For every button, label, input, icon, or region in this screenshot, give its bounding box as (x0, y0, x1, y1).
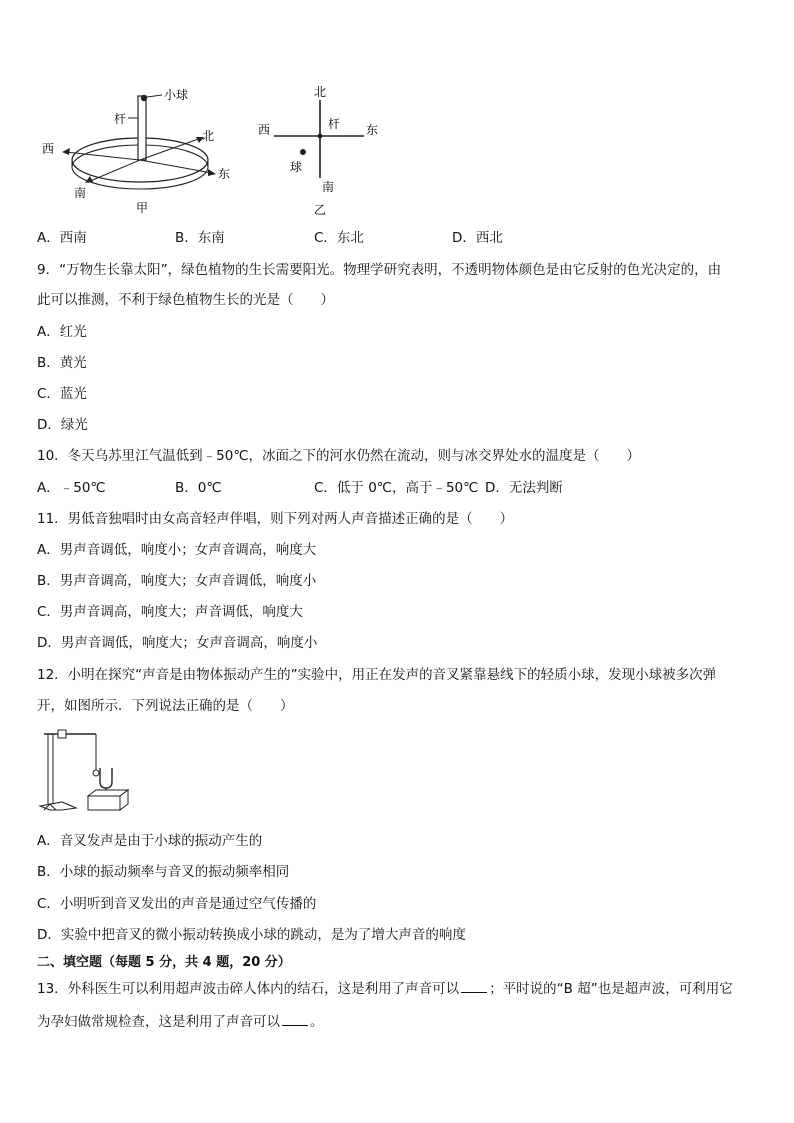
q8-option-b[interactable]: B．东南 (175, 230, 225, 246)
q10-option-c[interactable]: C．低于 0℃，高于﹣50℃ (314, 480, 479, 496)
q12-option-c[interactable]: C．小明听到音叉发出的声音是通过空气传播的 (37, 896, 317, 912)
label-west: 西 (42, 142, 55, 156)
q11-option-b[interactable]: B．男声音调高，响度大；女声音调低，响度小 (37, 573, 317, 589)
label-east: 东 (218, 167, 231, 181)
figure-tuning-fork (36, 724, 136, 820)
q13-text-1: 13．外科医生可以利用超声波击碎人体内的结石，这是利用了声音可以 (37, 981, 460, 997)
q12-option-b[interactable]: B．小球的振动频率与音叉的振动频率相同 (37, 864, 290, 880)
q10-stem: 10．冬天乌苏里江气温低到﹣50℃，冰面之下的河水仍然在流动，则与冰交界处水的温度是（ ） (37, 448, 641, 464)
q9-option-a[interactable]: A．红光 (37, 324, 87, 340)
label-west: 西 (258, 123, 271, 137)
q12-option-d[interactable]: D．实验中把音叉的微小振动转换成小球的跳动，是为了增大声音的响度 (37, 927, 466, 943)
caption-yi: 乙 (314, 203, 327, 217)
q10-option-a[interactable]: A．﹣50℃ (37, 480, 106, 496)
label-north: 北 (202, 129, 215, 143)
label-rod: 杆 (328, 117, 341, 131)
q11-option-d[interactable]: D．男声音调低，响度大；女声音调高，响度小 (37, 635, 318, 651)
figure-jia (36, 80, 246, 220)
label-south: 南 (74, 186, 87, 200)
q8-option-d[interactable]: D．西北 (452, 230, 503, 246)
q9-option-c[interactable]: C．蓝光 (37, 386, 87, 402)
label-rod: 杆 (114, 112, 127, 126)
q11-option-a[interactable]: A．男声音调低，响度小；女声音调高，响度大 (37, 542, 317, 558)
q11-option-c[interactable]: C．男声音调高，响度大；声音调低，响度大 (37, 604, 303, 620)
q9-stem-line1: 9．“万物生长靠太阳”，绿色植物的生长需要阳光。物理学研究表明，不透明物体颜色是由它反射的色光决定的，由 (37, 262, 722, 278)
q13-text-3: 为孕妇做常规检查，这是利用了声音可以 (37, 1014, 280, 1030)
q13-text-2: ；平时说的“B 超”也是超声波，可利用它 (489, 981, 733, 997)
q13-text-4: 。 (310, 1014, 324, 1030)
q10-option-d[interactable]: D．无法判断 (485, 480, 563, 496)
q13-line1 (37, 979, 733, 998)
q13-line2 (37, 1012, 324, 1031)
q12-option-a[interactable]: A．音叉发声是由于小球的振动产生的 (37, 833, 263, 849)
label-east: 东 (366, 123, 379, 137)
q13-blank-1[interactable] (461, 979, 487, 993)
q13-blank-2[interactable] (282, 1012, 308, 1026)
q11-stem: 11．男低音独唱时由女高音轻声伴唱，则下列对两人声音描述正确的是（ ） (37, 511, 514, 527)
label-north: 北 (314, 85, 327, 99)
caption-jia: 甲 (136, 201, 149, 215)
q9-stem-line2: 此可以推测，不利于绿色植物生长的光是（ ） (37, 292, 334, 308)
figure-yi (252, 80, 392, 220)
q12-stem-line2: 开，如图所示．下列说法正确的是（ ） (37, 698, 294, 714)
q9-option-d[interactable]: D．绿光 (37, 417, 88, 433)
q8-option-a[interactable]: A．西南 (37, 230, 87, 246)
q10-option-b[interactable]: B．0℃ (175, 480, 222, 496)
q9-option-b[interactable]: B．黄光 (37, 355, 87, 371)
q8-option-c[interactable]: C．东北 (314, 230, 364, 246)
label-ball: 球 (290, 160, 303, 174)
label-south: 南 (322, 180, 335, 194)
section-title: 二、填空题（每题 5 分，共 4 题，20 分） (37, 955, 291, 970)
q12-stem-line1: 12．小明在探究“声音是由物体振动产生的”实验中，用正在发声的音叉紧靠悬线下的轻质小球，发现小球被多次弹 (37, 667, 717, 683)
label-ball: 小球 (164, 88, 189, 102)
